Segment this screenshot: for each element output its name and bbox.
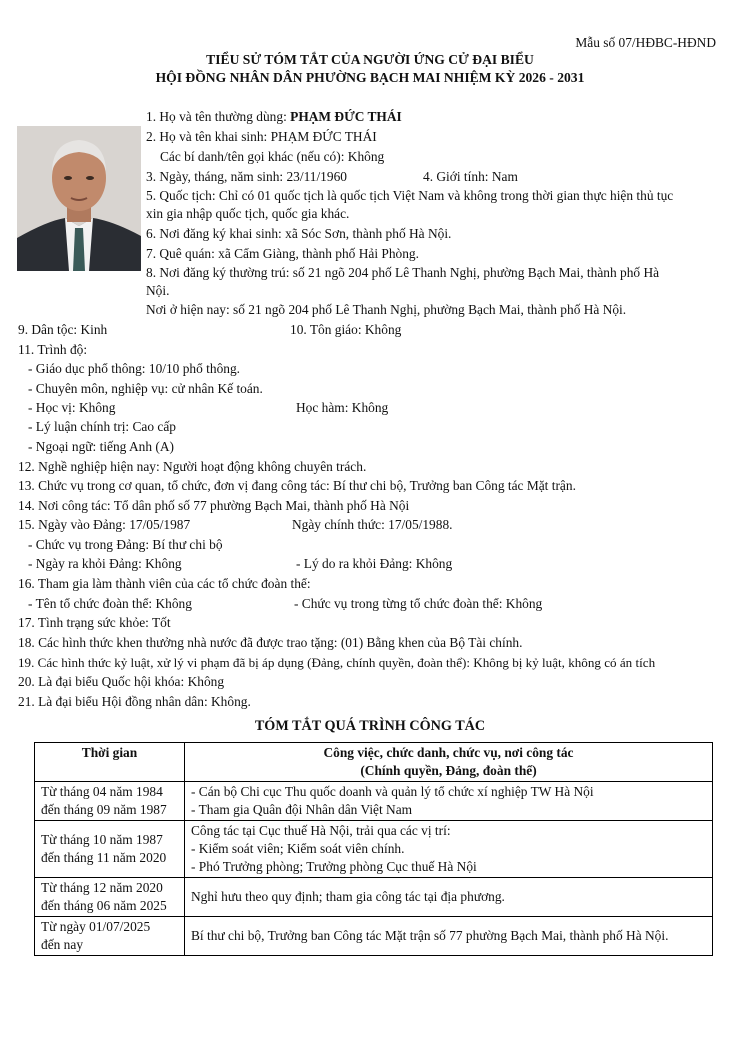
field-position: 13. Chức vụ trong cơ quan, tổ chức, đơn vị đang công tác: Bí thư chi bộ, Trưởng ban Công tác Mặt trận. <box>18 478 576 493</box>
field-permanent-residence-cont: Nội. <box>146 283 170 298</box>
field-organization-name: - Tên tổ chức đoàn thể: Không <box>28 596 192 611</box>
row-job <box>185 917 713 956</box>
field-permanent-residence: 8. Nơi đăng ký thường trú: số 21 ngõ 204 phố Lê Thanh Nghị, phường Bạch Mai, thành phố Hà <box>146 265 660 280</box>
field-gender: 4. Giới tính: Nam <box>423 169 518 184</box>
field-birth-name: 2. Họ và tên khai sinh: PHẠM ĐỨC THÁI <box>146 129 377 144</box>
field-political-theory: - Lý luận chính trị: Cao cấp <box>28 419 176 434</box>
form-number: Mẫu số 07/HĐBC-HĐND <box>575 35 716 50</box>
row-job <box>185 821 713 878</box>
candidate-portrait-photo <box>17 126 141 271</box>
field-workplace: 14. Nơi công tác: Tổ dân phố số 77 phường Bạch Mai, thành phố Hà Nội <box>18 498 410 513</box>
time-to: đến tháng 11 năm 2020 <box>41 850 167 865</box>
field-alias: Các bí danh/tên gọi khác (nếu có): Không <box>160 149 385 164</box>
field-peoples-council: 21. Là đại biểu Hội đồng nhân dân: Không. <box>18 694 251 709</box>
row-time <box>35 878 185 917</box>
table-row <box>35 782 713 821</box>
field-religion: 10. Tôn giáo: Không <box>290 322 402 337</box>
field-ethnicity: 9. Dân tộc: Kinh <box>18 322 108 337</box>
time-from: Từ tháng 04 năm 1984 <box>41 784 163 799</box>
field-profession: - Chuyên môn, nghiệp vụ: cử nhân Kế toán. <box>28 381 263 396</box>
field-occupation: 12. Nghề nghiệp hiện nay: Người hoạt động không chuyên trách. <box>18 459 367 474</box>
job-line: Công tác tại Cục thuế Hà Nội, trải qua các vị trí: <box>191 823 451 838</box>
table-row <box>35 821 713 878</box>
field-health: 17. Tình trạng sức khỏe: Tốt <box>18 615 171 630</box>
header-job <box>185 743 713 782</box>
field-nationality-cont: xin gia nhập quốc tịch, quốc gia khác. <box>146 206 350 221</box>
header-job-label: Công việc, chức danh, chức vụ, nơi công tác <box>323 745 574 760</box>
field-discipline: 19. Các hình thức kỷ luật, xử lý vi phạm đã bị áp dụng (Đảng, chính quyền, đoàn thể): Không bị kỷ luật, không có án tích <box>18 655 656 670</box>
field-birth-registration: 6. Nơi đăng ký khai sinh: xã Sóc Sơn, thành phố Hà Nội. <box>146 226 452 241</box>
field-current-residence: Nơi ở hiện nay: số 21 ngõ 204 phố Lê Thanh Nghị, phường Bạch Mai, thành phố Hà Nội. <box>146 302 627 317</box>
field-party-position: - Chức vụ trong Đảng: Bí thư chi bộ <box>28 537 223 552</box>
time-from: Từ tháng 10 năm 1987 <box>41 832 163 847</box>
field-education-heading: 11. Trình độ: <box>18 342 88 357</box>
job-line: - Kiểm soát viên; Kiểm soát viên chính. <box>191 841 405 856</box>
field-academic-title: Học hàm: Không <box>296 400 389 415</box>
row-time <box>35 782 185 821</box>
field-hometown: 7. Quê quán: xã Cẩm Giàng, thành phố Hải Phòng. <box>146 246 419 261</box>
table-header-row <box>35 743 713 782</box>
field-general-education: - Giáo dục phổ thông: 10/10 phổ thông. <box>28 361 241 376</box>
field-organization-position: - Chức vụ trong từng tổ chức đoàn thể: Không <box>294 596 543 611</box>
field-degree: - Học vị: Không <box>28 400 116 415</box>
time-to: đến tháng 09 năm 1987 <box>41 802 167 817</box>
work-history-table <box>34 742 713 956</box>
table-row <box>35 878 713 917</box>
field-party-leave-reason: - Lý do ra khỏi Đảng: Không <box>296 556 453 571</box>
header-job-sub-label: (Chính quyền, Đảng, đoàn thể) <box>360 763 537 778</box>
header-time <box>35 743 185 782</box>
job-line: Bí thư chi bộ, Trưởng ban Công tác Mặt trận số 77 phường Bạch Mai, thành phố Hà Nội. <box>191 928 669 943</box>
table-row <box>35 917 713 956</box>
field-label: 1. Họ và tên thường dùng: <box>146 109 291 124</box>
document-subtitle: HỘI ĐỒNG NHÂN DÂN PHƯỜNG BẠCH MAI NHIỆM KỲ 2026 - 2031 <box>155 70 585 85</box>
time-from: Từ tháng 12 năm 2020 <box>41 880 163 895</box>
time-to: đến tháng 06 năm 2025 <box>41 898 167 913</box>
job-line: - Tham gia Quân đội Nhân dân Việt Nam <box>191 802 413 817</box>
field-party-official-date: Ngày chính thức: 17/05/1988. <box>292 517 453 532</box>
field-common-name <box>146 108 402 126</box>
field-birthdate: 3. Ngày, tháng, năm sinh: 23/11/1960 <box>146 169 347 184</box>
row-job <box>185 878 713 917</box>
field-nationality: 5. Quốc tịch: Chỉ có 01 quốc tịch là quốc tịch Việt Nam và không trong thời gian thực hiện thủ tục <box>146 188 674 203</box>
field-awards: 18. Các hình thức khen thưởng nhà nước đã được trao tặng: (01) Bằng khen của Bộ Tài chính. <box>18 635 523 650</box>
field-foreign-language: - Ngoại ngữ: tiếng Anh (A) <box>28 439 174 454</box>
row-job <box>185 782 713 821</box>
field-national-assembly: 20. Là đại biểu Quốc hội khóa: Không <box>18 674 225 689</box>
job-line: - Phó Trưởng phòng; Trưởng phòng Cục thuế Hà Nội <box>191 859 477 874</box>
header-time-label: Thời gian <box>81 745 138 760</box>
row-time <box>35 821 185 878</box>
field-party-leave-date: - Ngày ra khỏi Đảng: Không <box>28 556 182 571</box>
time-to: đến nay <box>41 937 84 952</box>
document-title: TIỂU SỬ TÓM TẮT CỦA NGƯỜI ỨNG CỬ ĐẠI BIỂU <box>206 52 534 67</box>
time-from: Từ ngày 01/07/2025 <box>41 919 151 934</box>
job-line: Nghỉ hưu theo quy định; tham gia công tác tại địa phương. <box>191 889 505 904</box>
job-line: - Cán bộ Chi cục Thu quốc doanh và quản lý tổ chức xí nghiệp TW Hà Nội <box>191 784 594 799</box>
field-organizations-heading: 16. Tham gia làm thành viên của các tổ chức đoàn thể: <box>18 576 311 591</box>
field-party-join-date: 15. Ngày vào Đảng: 17/05/1987 <box>18 517 191 532</box>
row-time <box>35 917 185 956</box>
work-history-title: TÓM TẮT QUÁ TRÌNH CÔNG TÁC <box>254 718 486 734</box>
candidate-name: PHẠM ĐỨC THÁI <box>290 109 402 124</box>
